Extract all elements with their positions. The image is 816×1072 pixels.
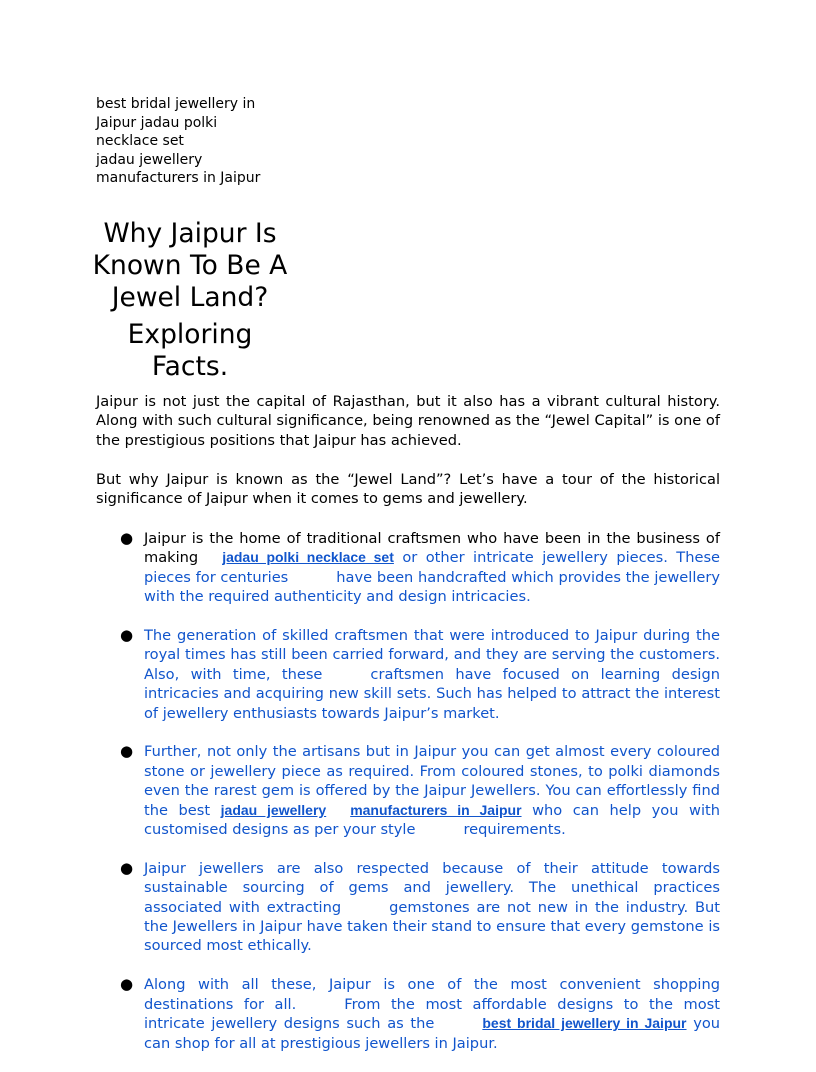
item-text: or other intricate jewellery pieces. These pieces for centuries: [144, 549, 721, 586]
bullet-icon: ●: [120, 975, 134, 994]
question-paragraph: But why Jaipur is known as the “Jewel Land”? Let’s have a tour of the historical significance of Jaipur when it comes to gems and jewellery.: [96, 471, 720, 508]
keyword-line: jadau jewellery manufacturers in Jaipur: [96, 151, 261, 187]
item-text: gemstones are not new in the industry. But the Jewellers in Jaipur have taken their stand to ensure that every gemstone is sourced most ethically.: [144, 898, 720, 955]
list-item: [96, 742, 720, 839]
title-line-1: Why Jaipur Is Known To Be A Jewel Land?: [92, 218, 288, 313]
item-text: Jaipur jewellers are also respected because of their attitude towards sustainable sourcing of gems and jewellery. The unethical practices associated with extracting: [144, 859, 720, 916]
list-item: [96, 975, 720, 1053]
bullet-icon: ●: [120, 742, 134, 761]
bullet-icon: ●: [120, 858, 134, 877]
manufacturers-in-jaipur-link[interactable]: manufacturers in Jaipur: [350, 801, 522, 818]
list-item: [96, 859, 720, 956]
item-text: From the most affordable designs to the most intricate jewellery designs such as the: [144, 995, 720, 1033]
keyword-list: [96, 95, 276, 188]
intro-paragraph: Jaipur is not just the capital of Rajasthan, but it also has a vibrant cultural history. Along with such cultural significance, being renowned as the “Jewel Capital” is one of the prestigious positions that Jaipur has achieved.: [96, 393, 720, 449]
facts-list: [96, 529, 720, 1072]
bullet-icon: ●: [120, 626, 134, 645]
bullet-icon: ●: [120, 529, 134, 547]
best-bridal-jewellery-link[interactable]: best bridal jewellery in Jaipur: [482, 1015, 687, 1032]
item-text: Along with all these, Jaipur is one of the most convenient shopping destinations for all.: [144, 976, 720, 1013]
item-text: craftsmen have focused on learning design intricacies and acquiring new skill sets. Such has helped to attract the interest of jewellery enthusiasts towards Jaipur’s market.: [144, 665, 720, 722]
list-item: [96, 626, 720, 723]
jadau-jewellery-link[interactable]: jadau jewellery: [220, 801, 327, 818]
item-text: who can help you with customised designs as per your style: [144, 801, 720, 839]
page-title: [90, 218, 290, 383]
item-text: The generation of skilled craftsmen that were introduced to Jaipur during the royal times has still been carried forward, and they are serving the customers. Also, with time, these: [144, 627, 720, 683]
item-text: you can shop for all at prestigious jewellers in Jaipur.: [144, 1015, 721, 1052]
item-text: have been handcrafted which provides the jewellery with the required authenticity and design intricacies.: [144, 568, 721, 606]
title-line-2: Exploring Facts.: [127, 319, 253, 382]
item-text: Jaipur is the home of traditional craftsmen who have been in the business of making: [144, 530, 720, 567]
keyword-line: best bridal jewellery in Jaipur jadau polki necklace set: [96, 96, 256, 150]
jadau-polki-necklace-link[interactable]: jadau polki necklace set: [222, 549, 394, 566]
list-item: [96, 529, 720, 607]
item-text: requirements.: [463, 821, 566, 839]
item-text: Further, not only the artisans but in Jaipur you can get almost every coloured stone or jewellery piece as required. From coloured stones, to polki diamonds even the rarest gem is offered by the Jaipur Jewellers. You can effortlessly find the best: [144, 743, 720, 819]
